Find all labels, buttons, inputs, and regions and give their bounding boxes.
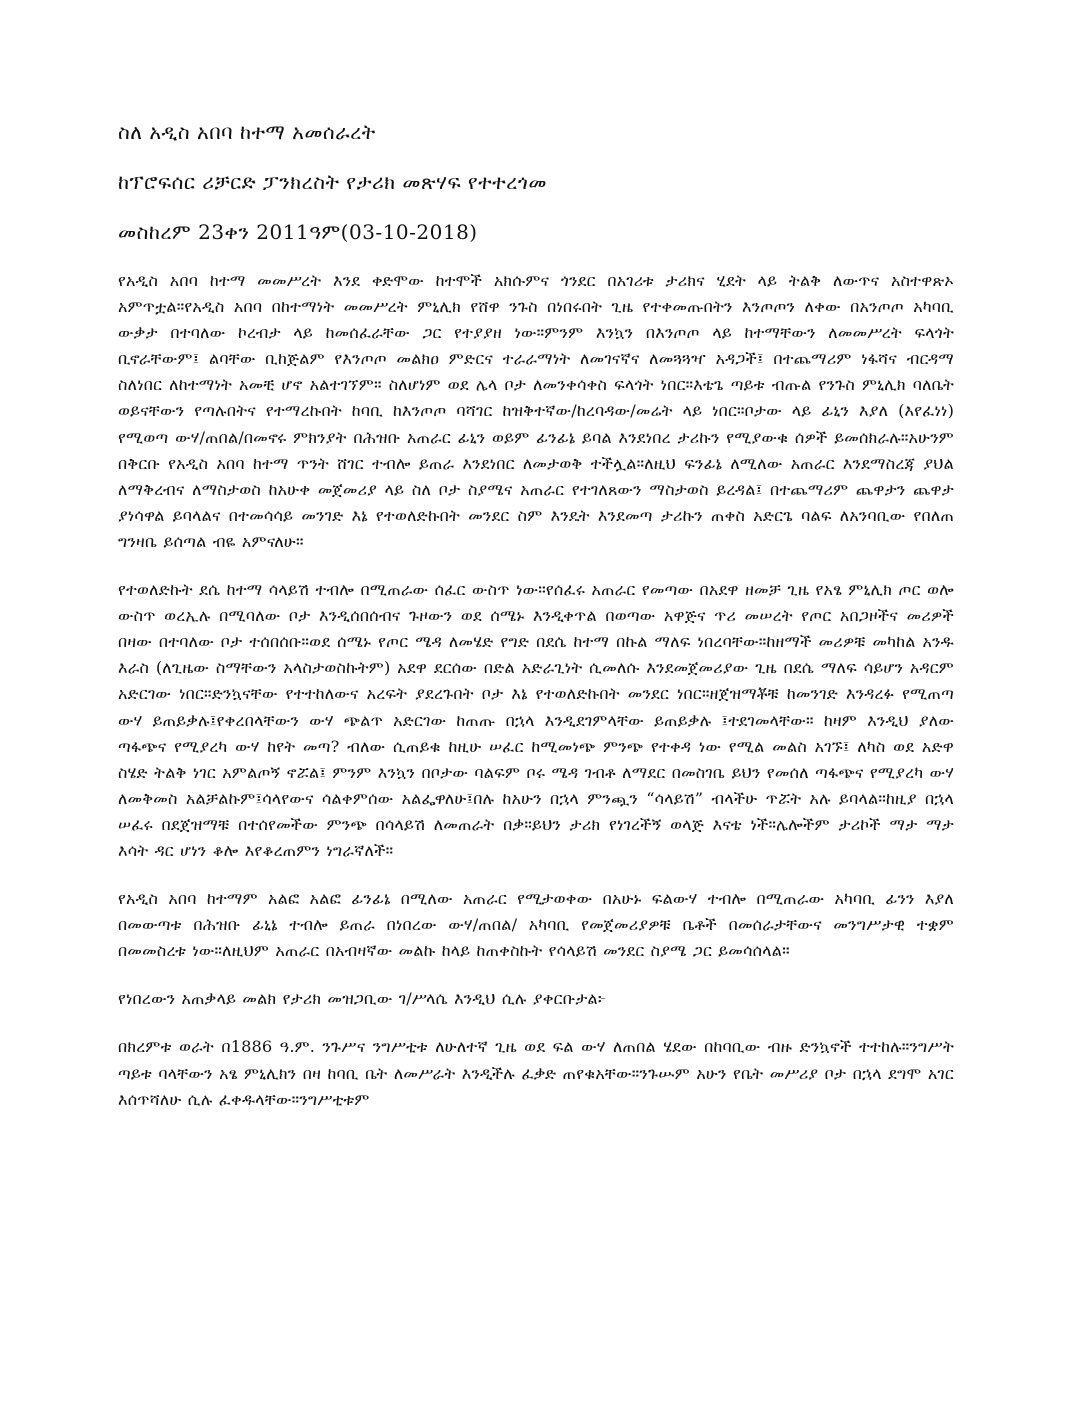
paragraph-4: የነበረውን አጠቃላይ መልክ የታሪክ መዝጋቢው ገ/ሥላሴ እንዲህ ሲሉ ያቀርቡታል፦ — [118, 989, 607, 1009]
document-date: መስከረም 23ቀን 2011ዓም(03-10-2018) — [118, 220, 478, 244]
paragraph-2: የተወለድኩት ደሴ ከተማ ሳላይሽ ተብሎ በሚጠራው ሰፈር ውስጥ ነው።የሰፈሩ አጠራር የመጣው በአደዋ ዘመቻ ጊዜ የአፄ ምኒሊክ ጦር ወሎ ውስጥ ወረኢሉ በሚባለው ቦታ እንዲሰበሰብና ጉዞውን ወደ ሰሜኑ እንዲቀጥል በወጣው አዋጅና ጥሪ መሠረት የጦር አበጋዞችና መሪዎች በዛው በተባለው ቦታ ተሰበሰቡ።ወደ ሰሜኑ የጦር ሜዳ ለመሄድ የግድ በደሴ ከተማ በኩል ማለፍ ነበረባቸው።ከዘማች መሪዎቹ መካከል አንዱ እራስ (ለጊዜው ስማቸውን አላስታወስኩትም) አደዋ ደርሰው በድል አድራጊነት ሲመለሱ እንደመጀመሪያው ጊዜ በደሴ ማለፍ ሳይሆን አዳርም አድርገው ነበር።ድንኳናቸው የተተከለውና አረፍት ያደረጉበት ቦታ እኔ የተወለድኩበት መንደር ነበር።ዘጀዝማቾቹ ከመንገድ እንዳረፉ የሚጠጣ ውሃ ይጠይቃሉ፤የቀረበላቸውን ውሃ ጭልጥ አድርገው ከጠጡ በኋላ እንዲደገምላቸው ይጠይቃሉ ፤ተደገመላቸው። ከዛም እንዲህ ያለው ጣፋጭና የሚያረካ ውሃ ከየት መጣ? ብለው ሲጠይቁ ከዚሁ ሠፈር ከሚመነጭ ምንጭ የተቀዳ ነው የሚል መልስ አገኙ፤ ለካስ ወደ አድዋ ስሄድ ትልቅ ነገር አምልጦኝ ኖሯል፤ ምንም እንኳን በቦታው ባልፍም ቦሩ ሜዳ ገብቶ ለማደር በመስገቤ ይህን የመሰለ ጣፋጭና የሚያረካ ውሃ ለመቅመስ አልቻልኩም፤ሳላየውና ሳልቀምሰው አልፌዋለሁ፤በሉ ከአሁን በኋላ ምንጯን “ሳላይሽ” ብላችሁ ጥሯት አሉ ይባላል።ከዚያ በኋላ ሠፈሩ በደጀዝማቹ በተሰየመችው ምንጭ በሳላይሽ ለመጠራት በቃ።ይህን ታሪክ የነገረችኝ ወላጅ እናቴ ነች።ሌሎችም ታሪኮች ማታ ማታ እሳት ዳር ሆነን ቆሎ እየቆረጠምን ነግራኛለች። — [118, 580, 954, 860]
paragraph-1: የአዲስ አበባ ከተማ መመሥረት እንደ ቀድሞው ከተሞች አክሱምና ጎንደር በአገሪቱ ታሪክና ሂደት ላይ ትልቅ ለውጥና አስተዋጽኦ አምጥቷል።የአዲስ አበባ በከተማነት መመሥረት ምኒሊክ የሸዋ ንጉስ በነበሩበት ጊዜ የተቀመጡበትን እንጦጦን ለቀው በአንጦጦ አካባቢ ውቃታ በተባለው ኮረብታ ላይ ከመሰፈራቸው ጋር የተያያዘ ነው።ምንም እንኳን በእንጦጦ ላይ ከተማቸውን ለመመሥረት ፍላጎት ቢኖራቸውም፤ ልባቸው ቢከጅልም የእንጦጦ መልክዐ ምድርና ተራራማነት ለመገናኛና ለመጓጓዣ አዳጋች፤ በተጨማሪም ነፋሻና ብርዳማ ስለነበር ለከተማነት አመቺ ሆኖ አልተገኘም። ስለሆነም ወደ ሌላ ቦታ ለመንቀሳቀስ ፍላጎት ነበር።እቴጌ ጣይቱ ብጡል የንጉስ ምኒሊክ ባለቤት ወይናቸውን የጣሉበትና የተማረኩበት ከባቢ ከእንጦጦ ባሻገር ከዝቅተኛው/ከረባዳው/መሬት ላይ ነበር።ቦታው ላይ ፊኒን እያለ (እየፈነነ) የሚወጣ ውሃ/ጠበል/በመኖሩ ምክንያት በሕዝቡ አጠራር ፊኒን ወይም ፊንፊኔ ይባል እንደነበረ ታሪኩን የሚያውቁ ሰዎች ይመሰክራሉ።አሁንም በቅርቡ የአዲስ አበባ ከተማ ጥንት ሸገር ተብሎ ይጠራ እንደነበር ለመታወቅ ተችሏል።ለዚህ ፍንፊኔ ለሚለው አጠራር እንደማስረጃ ያህል ለማቅረብና ለማስታወስ ከአሁቀ መጀመሪያ ላይ ስለ ቦታ ስያሜና አጠራር የተገለጸውን ማስታወስ ይረዳል፤ በተጨማሪም ጨዋታን ጨዋታ ያነሳዋል ይባላልና በተመሳሳይ መንገድ እኔ የተወለድኩበት መንደር ስም እንዴት እንደመጣ ታሪኩን ጠቀስ አድርጌ ባልፍ ለአንባቢው የበለጠ ግንዛቤ ይሰጣል ብዬ አምናለሁ። — [118, 271, 954, 551]
document-subtitle: ከፕሮፍሰር ሪቻርድ ፓንክረስት የታሪክ መጽሃፍ የተተረጎመ — [118, 170, 547, 194]
paragraph-5: በክረምቱ ወራት በ1886 ዓ.ም. ንጉሥና ንግሥቲቱ ለሁለተኛ ጊዜ ወደ ፍል ውሃ ለጠበል ሄደው በከባቢው ብዙ ድንኳኖች ተተከሉ።ንግሥት ጣይቱ ባላቸውን አፄ ምኒሊክን በዛ ከባቢ ቤት ለመሥራት እንዲችሉ ፈቃድ ጠየቁአቸው።ንጉሡም አሁን የቤት መሥሪያ ቦታ በኋላ ደግሞ አገር እሰጥሻለሁ ሲሉ ፈቀዱላቸው።ንግሥቲቱም — [118, 1037, 954, 1109]
paragraph-3: የአዲስ አበባ ከተማም አልፎ አልፎ ፊንፊኔ በሚለው አጠራር የሚታወቀው በአሁኑ ፍልውሃ ተብሎ በሚጠራው አካባቢ ፊንን እያለ በመውጣቱ በሕዝቡ ፊኒኔ ተብሎ ይጠራ በነበረው ውሃ/ጠበል/ አካባቢ የመጀመሪያዎቹ ቤቶች በመሰራታቸውና መንግሥታዊ ተቋም በመመስረቱ ነው።ለዚህም አጠራር በአብዛኛው መልኩ ከላይ ከጠቀስኩት የሳላይሽ መንደር ስያሜ ጋር ይመሳሰላል። — [118, 889, 954, 961]
document-page — [118, 118, 954, 1135]
document-title: ስለ አዲስ አበባ ከተማ አመሰራረት — [118, 120, 376, 144]
